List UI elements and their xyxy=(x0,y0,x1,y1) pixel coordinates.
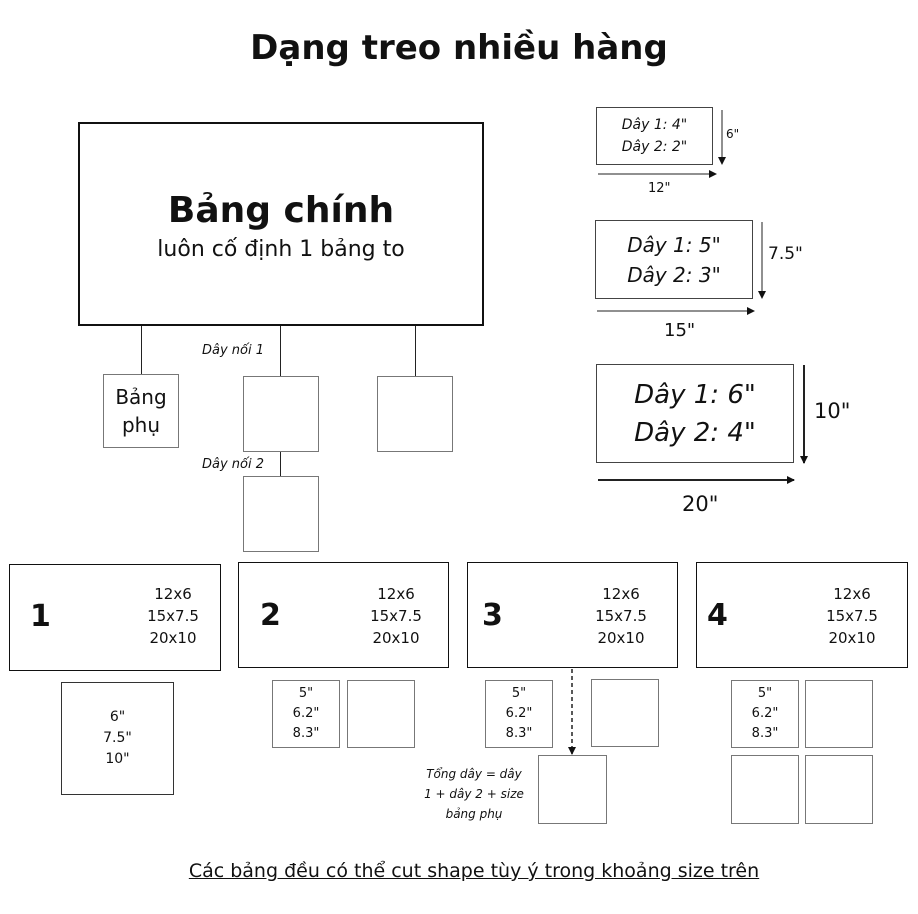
size-option-large-height: 10" xyxy=(814,399,851,423)
page-title: Dạng treo nhiều hàng xyxy=(250,28,668,68)
layout-1-sub-size-large: 10" xyxy=(105,751,130,767)
layout-4-number: 4 xyxy=(707,598,728,633)
footer-note: Các bảng đều có thể cut shape tùy ý trong khoảng size trên xyxy=(188,860,760,882)
layout-4-sub-size-large: 8.3" xyxy=(751,726,779,741)
total-wire-note-line-3: bảng phụ xyxy=(445,807,503,821)
size-option-small-wire1: Dây 1: 4" xyxy=(621,117,688,133)
layout-1-size-small: 12x6 xyxy=(154,585,192,603)
size-option-large-wire1: Dây 1: 6" xyxy=(634,379,756,410)
layout-4-sub-size-medium: 6.2" xyxy=(751,706,779,721)
layout-1-sub-size-small: 6" xyxy=(109,709,126,725)
layout-3-number: 3 xyxy=(482,598,503,633)
layout-2-size-small: 12x6 xyxy=(377,585,415,603)
layout-4-sub-size-small: 5" xyxy=(757,686,773,701)
size-option-small-width: 12" xyxy=(648,181,671,196)
size-option-medium-wire2: Dây 2: 3" xyxy=(627,262,721,287)
total-wire-note-line-1: Tổng dây = dây xyxy=(426,767,522,781)
size-option-medium-width: 15" xyxy=(664,320,696,341)
layout-1-size-large: 20x10 xyxy=(149,629,197,647)
layout-3-sub-size-large: 8.3" xyxy=(505,726,533,741)
layout-1-number: 1 xyxy=(30,599,51,634)
layout-2-sub-size-medium: 6.2" xyxy=(292,706,320,721)
layout-2-sub-size-small: 5" xyxy=(298,686,314,701)
layout-2-size-large: 20x10 xyxy=(372,629,420,647)
layout-2-size-medium: 15x7.5 xyxy=(370,607,422,625)
total-wire-note-line-2: 1 + dây 2 + size xyxy=(424,787,524,801)
size-option-small-height: 6" xyxy=(726,127,740,141)
size-option-medium-height: 7.5" xyxy=(768,244,803,264)
layout-3-size-medium: 15x7.5 xyxy=(595,607,647,625)
main-board-title: Bảng chính xyxy=(167,190,395,231)
size-option-medium-wire1: Dây 1: 5" xyxy=(627,232,721,257)
connector-2-label: Dây nối 2 xyxy=(202,457,265,472)
layout-4-size-small: 12x6 xyxy=(833,585,871,603)
size-option-large-wire2: Dây 2: 4" xyxy=(634,417,756,448)
connector-1-label: Dây nối 1 xyxy=(202,343,265,358)
layout-2-number: 2 xyxy=(260,598,281,633)
layout-2-sub-size-large: 8.3" xyxy=(292,726,320,741)
size-option-large-width: 20" xyxy=(682,492,719,516)
sub-board-label: Bảng phụ xyxy=(115,385,167,437)
size-option-small-wire2: Dây 2: 2" xyxy=(621,139,688,155)
layout-3-size-small: 12x6 xyxy=(602,585,640,603)
layout-4-size-large: 20x10 xyxy=(828,629,876,647)
layout-1-size-medium: 15x7.5 xyxy=(147,607,199,625)
layout-3-sub-size-medium: 6.2" xyxy=(505,706,533,721)
main-board-subtitle: luôn cố định 1 bảng to xyxy=(157,237,405,262)
layout-1-sub-size-medium: 7.5" xyxy=(103,730,132,746)
layout-3-size-large: 20x10 xyxy=(597,629,645,647)
layout-3-sub-size-small: 5" xyxy=(511,686,527,701)
layout-4-size-medium: 15x7.5 xyxy=(826,607,878,625)
